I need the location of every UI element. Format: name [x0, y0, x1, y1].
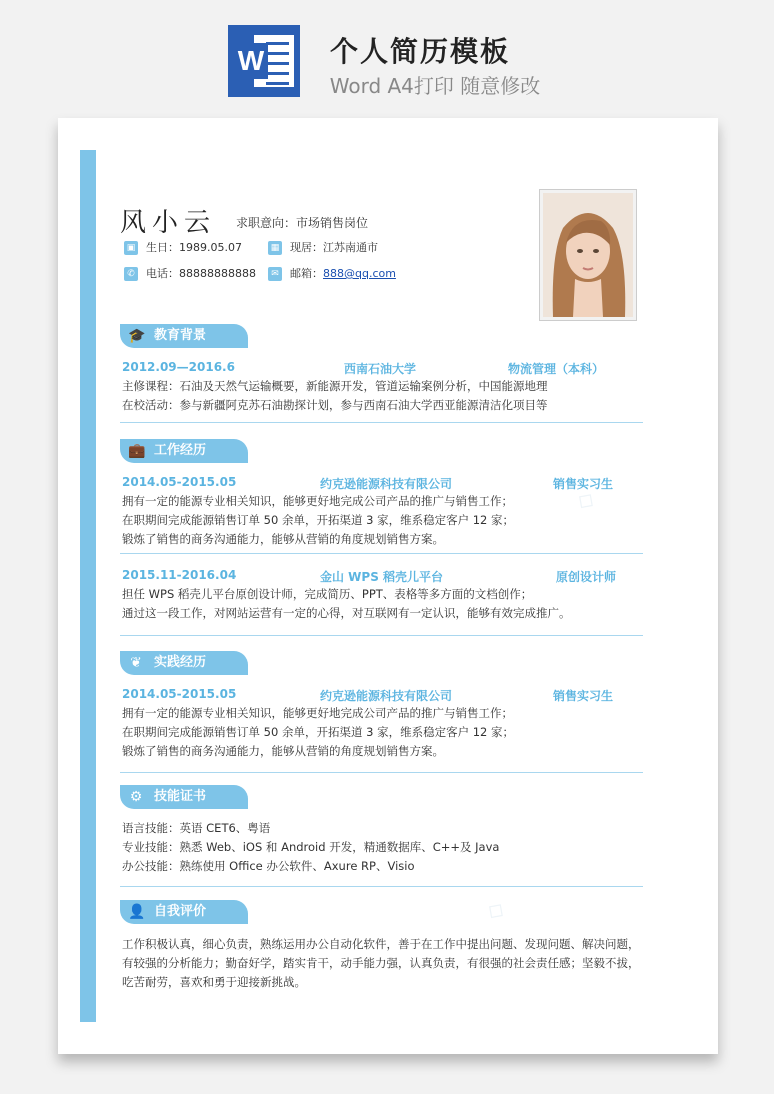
email-link[interactable]: 888@qq.com	[323, 267, 396, 280]
id-card-icon: ▣	[124, 241, 138, 255]
education-major: 物流管理（本科）	[508, 362, 605, 376]
person-icon: 👤	[128, 904, 146, 920]
phone-icon: ✆	[124, 267, 138, 281]
job-role: 销售实习生	[553, 477, 614, 491]
graduation-cap-icon: 🎓	[128, 328, 146, 344]
banner-subtitle: Word A4打印 随意修改	[329, 74, 541, 98]
job-company: 金山 WPS 稻壳儿平台	[320, 570, 444, 584]
education-school: 西南石油大学	[344, 362, 417, 376]
self-line: 有较强的分析能力；勤奋好学，踏实肯干，动手能力强，认真负责，有很强的社会责任感；坚毅不拔，	[122, 956, 640, 970]
job-period: 2014.05-2015.05	[122, 475, 237, 489]
birthday-info: ▣ 生日：1989.05.07	[124, 240, 242, 256]
section-header-self: 👤 自我评价	[120, 900, 248, 924]
template-banner	[0, 0, 774, 110]
divider	[120, 553, 643, 554]
job-line: 锻炼了销售的商务沟通能力，能够从营销的角度规划销售方案。	[122, 532, 444, 546]
practice-line: 在职期间完成能源销售订单 50 余单，开拓渠道 3 家，维系稳定客户 12 家；	[122, 725, 515, 739]
job-company: 约克逊能源科技有限公司	[320, 477, 453, 491]
phone-info: ✆ 电话：88888888888	[124, 266, 256, 282]
word-logo-icon: W	[228, 25, 300, 97]
job-line: 在职期间完成能源销售订单 50 余单，开拓渠道 3 家，维系稳定客户 12 家；	[122, 513, 515, 527]
job-line: 担任 WPS 稻壳儿平台原创设计师，完成简历、PPT、表格等多方面的文档创作；	[122, 587, 533, 601]
practice-role: 销售实习生	[553, 689, 614, 703]
job-line: 通过这一段工作，对网站运营有一定的心得，对互联网有一定认识，能够有效完成推广。	[122, 606, 571, 620]
email-info: ✉ 邮箱：888@qq.com	[268, 266, 396, 282]
job-role: 原创设计师	[556, 570, 617, 584]
self-line: 工作积极认真，细心负责，熟练运用办公自动化软件，善于在工作中提出问题、发现问题、解决问题，	[122, 937, 640, 951]
job-intent: 求职意向：市场销售岗位	[236, 216, 369, 230]
skill-line: 办公技能：熟练使用 Office 办公软件、Axure RP、Visio	[122, 859, 415, 873]
briefcase-icon: 💼	[128, 443, 146, 459]
leaf-icon: ❦	[130, 655, 142, 671]
skill-line: 语言技能：英语 CET6、粤语	[122, 821, 271, 835]
work-row	[122, 568, 652, 584]
education-line: 主修课程：石油及天然气运输概要，新能源开发，管道运输案例分析，中国能源地理	[122, 379, 548, 393]
practice-row	[122, 687, 652, 703]
divider	[120, 422, 643, 423]
candidate-name: 风小云	[120, 208, 217, 238]
section-header-work: 💼 工作经历	[120, 439, 248, 463]
mail-icon: ✉	[268, 267, 282, 281]
job-line: 拥有一定的能源专业相关知识，能够更好地完成公司产品的推广与销售工作；	[122, 494, 513, 508]
divider	[120, 886, 643, 887]
practice-line: 拥有一定的能源专业相关知识，能够更好地完成公司产品的推广与销售工作；	[122, 706, 513, 720]
calendar-icon: ▦	[268, 241, 282, 255]
practice-period: 2014.05-2015.05	[122, 687, 237, 701]
gear-icon: ⚙	[129, 789, 143, 805]
watermark-decoration: ◇	[572, 485, 601, 516]
divider	[120, 772, 643, 773]
residence-info: ▦ 现居：江苏南通市	[268, 240, 378, 256]
practice-company: 约克逊能源科技有限公司	[320, 689, 453, 703]
section-header-practice: ❦ 实践经历	[120, 651, 248, 675]
education-period: 2012.09—2016.6	[122, 360, 235, 374]
divider	[120, 635, 643, 636]
work-row	[122, 475, 652, 491]
practice-line: 锻炼了销售的商务沟通能力，能够从营销的角度规划销售方案。	[122, 744, 444, 758]
section-header-education: 🎓 教育背景	[120, 324, 248, 348]
profile-photo	[540, 190, 636, 320]
education-row	[122, 360, 652, 376]
education-line: 在校活动：参与新疆阿克苏石油勘探计划，参与西南石油大学西亚能源清洁化项目等	[122, 398, 548, 412]
watermark-decoration: ◇	[482, 895, 511, 926]
self-line: 吃苦耐劳，喜欢和勇于迎接新挑战。	[122, 975, 306, 989]
resume-page	[58, 118, 718, 1054]
accent-stripe	[80, 150, 96, 1022]
job-period: 2015.11-2016.04	[122, 568, 237, 582]
skill-line: 专业技能：熟悉 Web、iOS 和 Android 开发，精通数据库、C++及 Java	[122, 840, 500, 854]
banner-title: 个人简历模板	[329, 35, 510, 68]
section-header-skills: ⚙ 技能证书	[120, 785, 248, 809]
